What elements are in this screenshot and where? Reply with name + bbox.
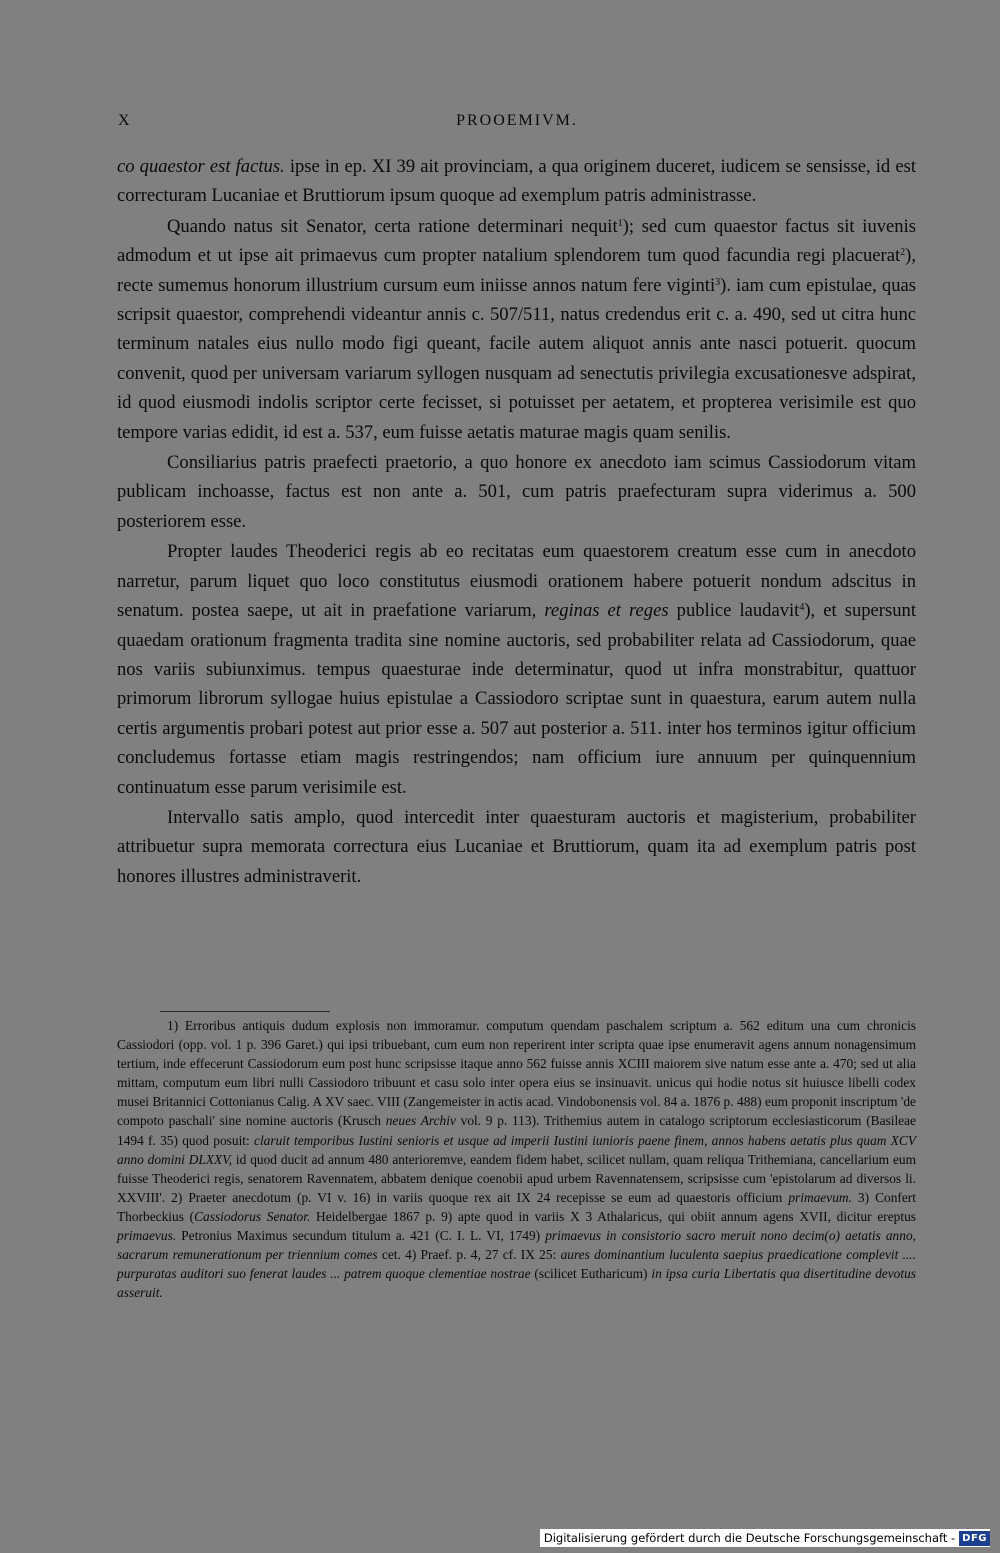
paragraph-2-text-d: ). iam cum epistulae, quas scripsit quaestor, comprehendi videantur annis c. 507/511, natus credendus erit c. a. 490, sed ut citra hunc terminum natales eius nullo modo figi queant, facile autem aliquot annis ante nasci potuerit. quocum convenit, quod per universam variarum syllogen nusquam ad senectutis privilegia excusationesve adspirat, id quod eiusmodi indolis scriptor certe fecisset, si potuisset per aetatem, et propterea verisimile est quo tempore varias edidit, id est a. 537, eum fuisse aetatis maturae magis quam senilis. (117, 274, 916, 443)
footnote-3-text-c: Petronius Maximus secundum titulum a. 421 (C. I. L. VI, 1749) (176, 1228, 546, 1244)
page-header (118, 112, 916, 138)
paragraph-4-text-a: Propter laudes Theoderici regis ab eo recitatas eum quaestorem creatum esse cum in anecdoto narretur, parum liquet quo loco constitutus eiusmodi orationem habere potuerit nondum adscitus in senatum. postea saepe, ut ait in praefatione variarum, (117, 541, 916, 622)
funding-footer (540, 1529, 990, 1547)
running-title: PROOEMIVM. (456, 112, 578, 129)
paragraph-1-text: ipse in ep. XI 39 ait provinciam, a qua originem duceret, iudicem se sensisse, id est correcturam Lucaniae et Bruttiorum ipsum quoque ad exemplum patris administrasse. (117, 156, 916, 207)
paragraph-1-italic: co quaestor est factus. (117, 156, 285, 177)
footnote-block (117, 1016, 916, 1302)
footnote-2-text: 2) Praeter anecdotum (p. VI v. 16) in variis quoque rex ait IX 24 recepisse se eum ad quaestoris officium (165, 1189, 789, 1205)
footnote-ref-3[interactable]: 3 (715, 276, 721, 288)
footnote-1-italic-a: neues Archiv (385, 1113, 456, 1129)
footnote-3-italic-b: primaevus. (117, 1228, 177, 1244)
footnote-ref-1[interactable]: 1 (617, 217, 623, 229)
footnote-separator (160, 1011, 330, 1012)
footnote-4-text-a: 4) Praef. p. 4, 27 cf. IX 25: (400, 1247, 561, 1263)
paragraph-1 (117, 152, 916, 211)
paragraph-5: Intervallo satis amplo, quod intercedit inter quaesturam auctoris et magisterium, probabiliter attribuetur supra memorata correctura eius Lucaniae et Bruttiorum, quam ita ad exemplum patris post honores illustres administraverit. (117, 806, 916, 887)
paragraph-2-text-c: ), recte sumemus honorum illustrium cursum eum iniisse annos natum fere viginti (117, 245, 916, 296)
paragraph-2-text-b: ); sed cum quaestor factus sit iuvenis admodum et ut ipse ait primaevus cum propter natalium splendorem tum quod facundia regi placuerat (117, 215, 917, 267)
footnote-2-italic: primaevum. (788, 1189, 852, 1205)
footnote-3-text-b: Heidelbergae 1867 p. 9) apte quod in variis X 3 Athalaricus, qui obiit annum agens XVII, dicitur ereptus (310, 1208, 916, 1224)
paragraph-2-text-a: Quando natus sit Senator, certa ratione determinari nequit (167, 215, 618, 237)
main-text (117, 152, 916, 891)
footnote-4-italic-b: in ipsa curia Libertatis qua disertitudine devotus asseruit. (117, 1266, 917, 1301)
paragraph-2 (117, 212, 916, 447)
paragraph-4 (117, 537, 916, 802)
footnote-3-text-a: 3) Confert Thorbeckius ( (117, 1189, 916, 1224)
footnote-1-text-b: vol. 9 p. 113). Trithemius autem in catalogo scriptorum ecclesiasticorum (Basileae 1494 f. 35) quod posuit: (117, 1113, 917, 1148)
footnote-1-text-a: 1) Erroribus antiquis dudum explosis non immoramur. computum quendam paschalem scriptum a. 562 editum una cum chronicis Cassiodori (opp. vol. 1 p. 396 Garet.) qui ipsi tribuebant, cum eum non reperirent inter scripta quae ipse enumeravit agens annum nonagensimum tertium, inde effecerunt Cassiodorum eum post hunc scripsisse itaque anno 562 fuisse annis XCIII maiorem sive natum esse ante a. 470; sed ut alia mittam, computum eum libri nulli Cassiodoro tribuunt et casu solo inter opera eius se insinuavit. unicus qui hodie notus sit huiusce libelli codex musei Britannici Cottonianus Calig. A XV saec. VIII (Zangemeister in actis acad. Vindobonensis vol. 84 a. 1876 p. 488) eum proponit inscriptum 'de compoto paschali' sine nomine auctoris (Krusch (117, 1018, 916, 1129)
footnote-ref-2[interactable]: 2 (900, 247, 906, 259)
footnote-1-italic-b: claruit temporibus Iustini senioris et usque ad imperii Iustini iunioris paene finem, annos habens aetatis plus quam XCV anno domini DLXXV, (117, 1132, 916, 1167)
footnote-ref-4[interactable]: 4 (799, 602, 805, 614)
footnote-4-italic-a: aures dominantium luculenta saepius praedicatione complevit .... purpuratas auditori suo fenerat laudes ... patrem quoque clementiae nostrae (117, 1247, 916, 1282)
footnote-3-italic-c: primaevus in consistorio sacro meruit nono decim(o) aetatis anno, sacrarum remunerationum per triennium comes (117, 1228, 916, 1263)
footnote-3-text-d: cet. (377, 1247, 401, 1263)
footnotes (117, 1016, 916, 1302)
paragraph-4-italic: reginas et reges (544, 600, 669, 622)
paragraph-4-text-c: ), et supersunt quaedam orationum fragmenta tradita sine nomine auctoris, sed probabiliter relata ad Cassiodorum, quae nos variis subiunximus. tempus quaesturae inde determinatur, quod ut infra monstrabitur, quattuor primorum librorum syllogae huius epistulae a Cassiodoro scriptae sunt in quaestura, earum autem nulla certis argumentis probari potest aut prior esse a. 507 aut posterior a. 511. inter hos terminos igitur officium concludemus fortasse etiam magis restringendos; nam officium iure annuum per quinquennium continuatum esse parum verisimile est. (117, 600, 916, 798)
dfg-logo: DFG (959, 1531, 990, 1546)
footnote-4-text-b: (scilicet Eutharicum) (530, 1266, 652, 1282)
paragraph-4-text-b: publice laudavit (668, 600, 800, 622)
page-number: X (118, 112, 131, 129)
footnote-3-italic-a: Cassiodorus Senator. (194, 1208, 311, 1224)
footnote-1-text-c: id quod ducit ad annum 480 anterioremve, eandem fidem habet, scilicet nullam, quam reliqua Trithemiana, cancellarium eum fuisse Theoderici regis, senatorem Ravennatem, abbatem denique coenobii apud urbem Ravennatensem, scripsisse cum 'epistolarum ad diversos li. XXVIII'. (117, 1151, 917, 1205)
funding-notice: Digitalisierung gefördert durch die Deutsche Forschungsgemeinschaft - (543, 1531, 956, 1545)
paragraph-3: Consiliarius patris praefecti praetorio, a quo honore ex anecdoto iam scimus Cassiodorum vitam publicam inchoasse, factus est non ante a. 501, cum patris praefecturam supra viderimus a. 500 posteriorem esse. (117, 452, 916, 532)
